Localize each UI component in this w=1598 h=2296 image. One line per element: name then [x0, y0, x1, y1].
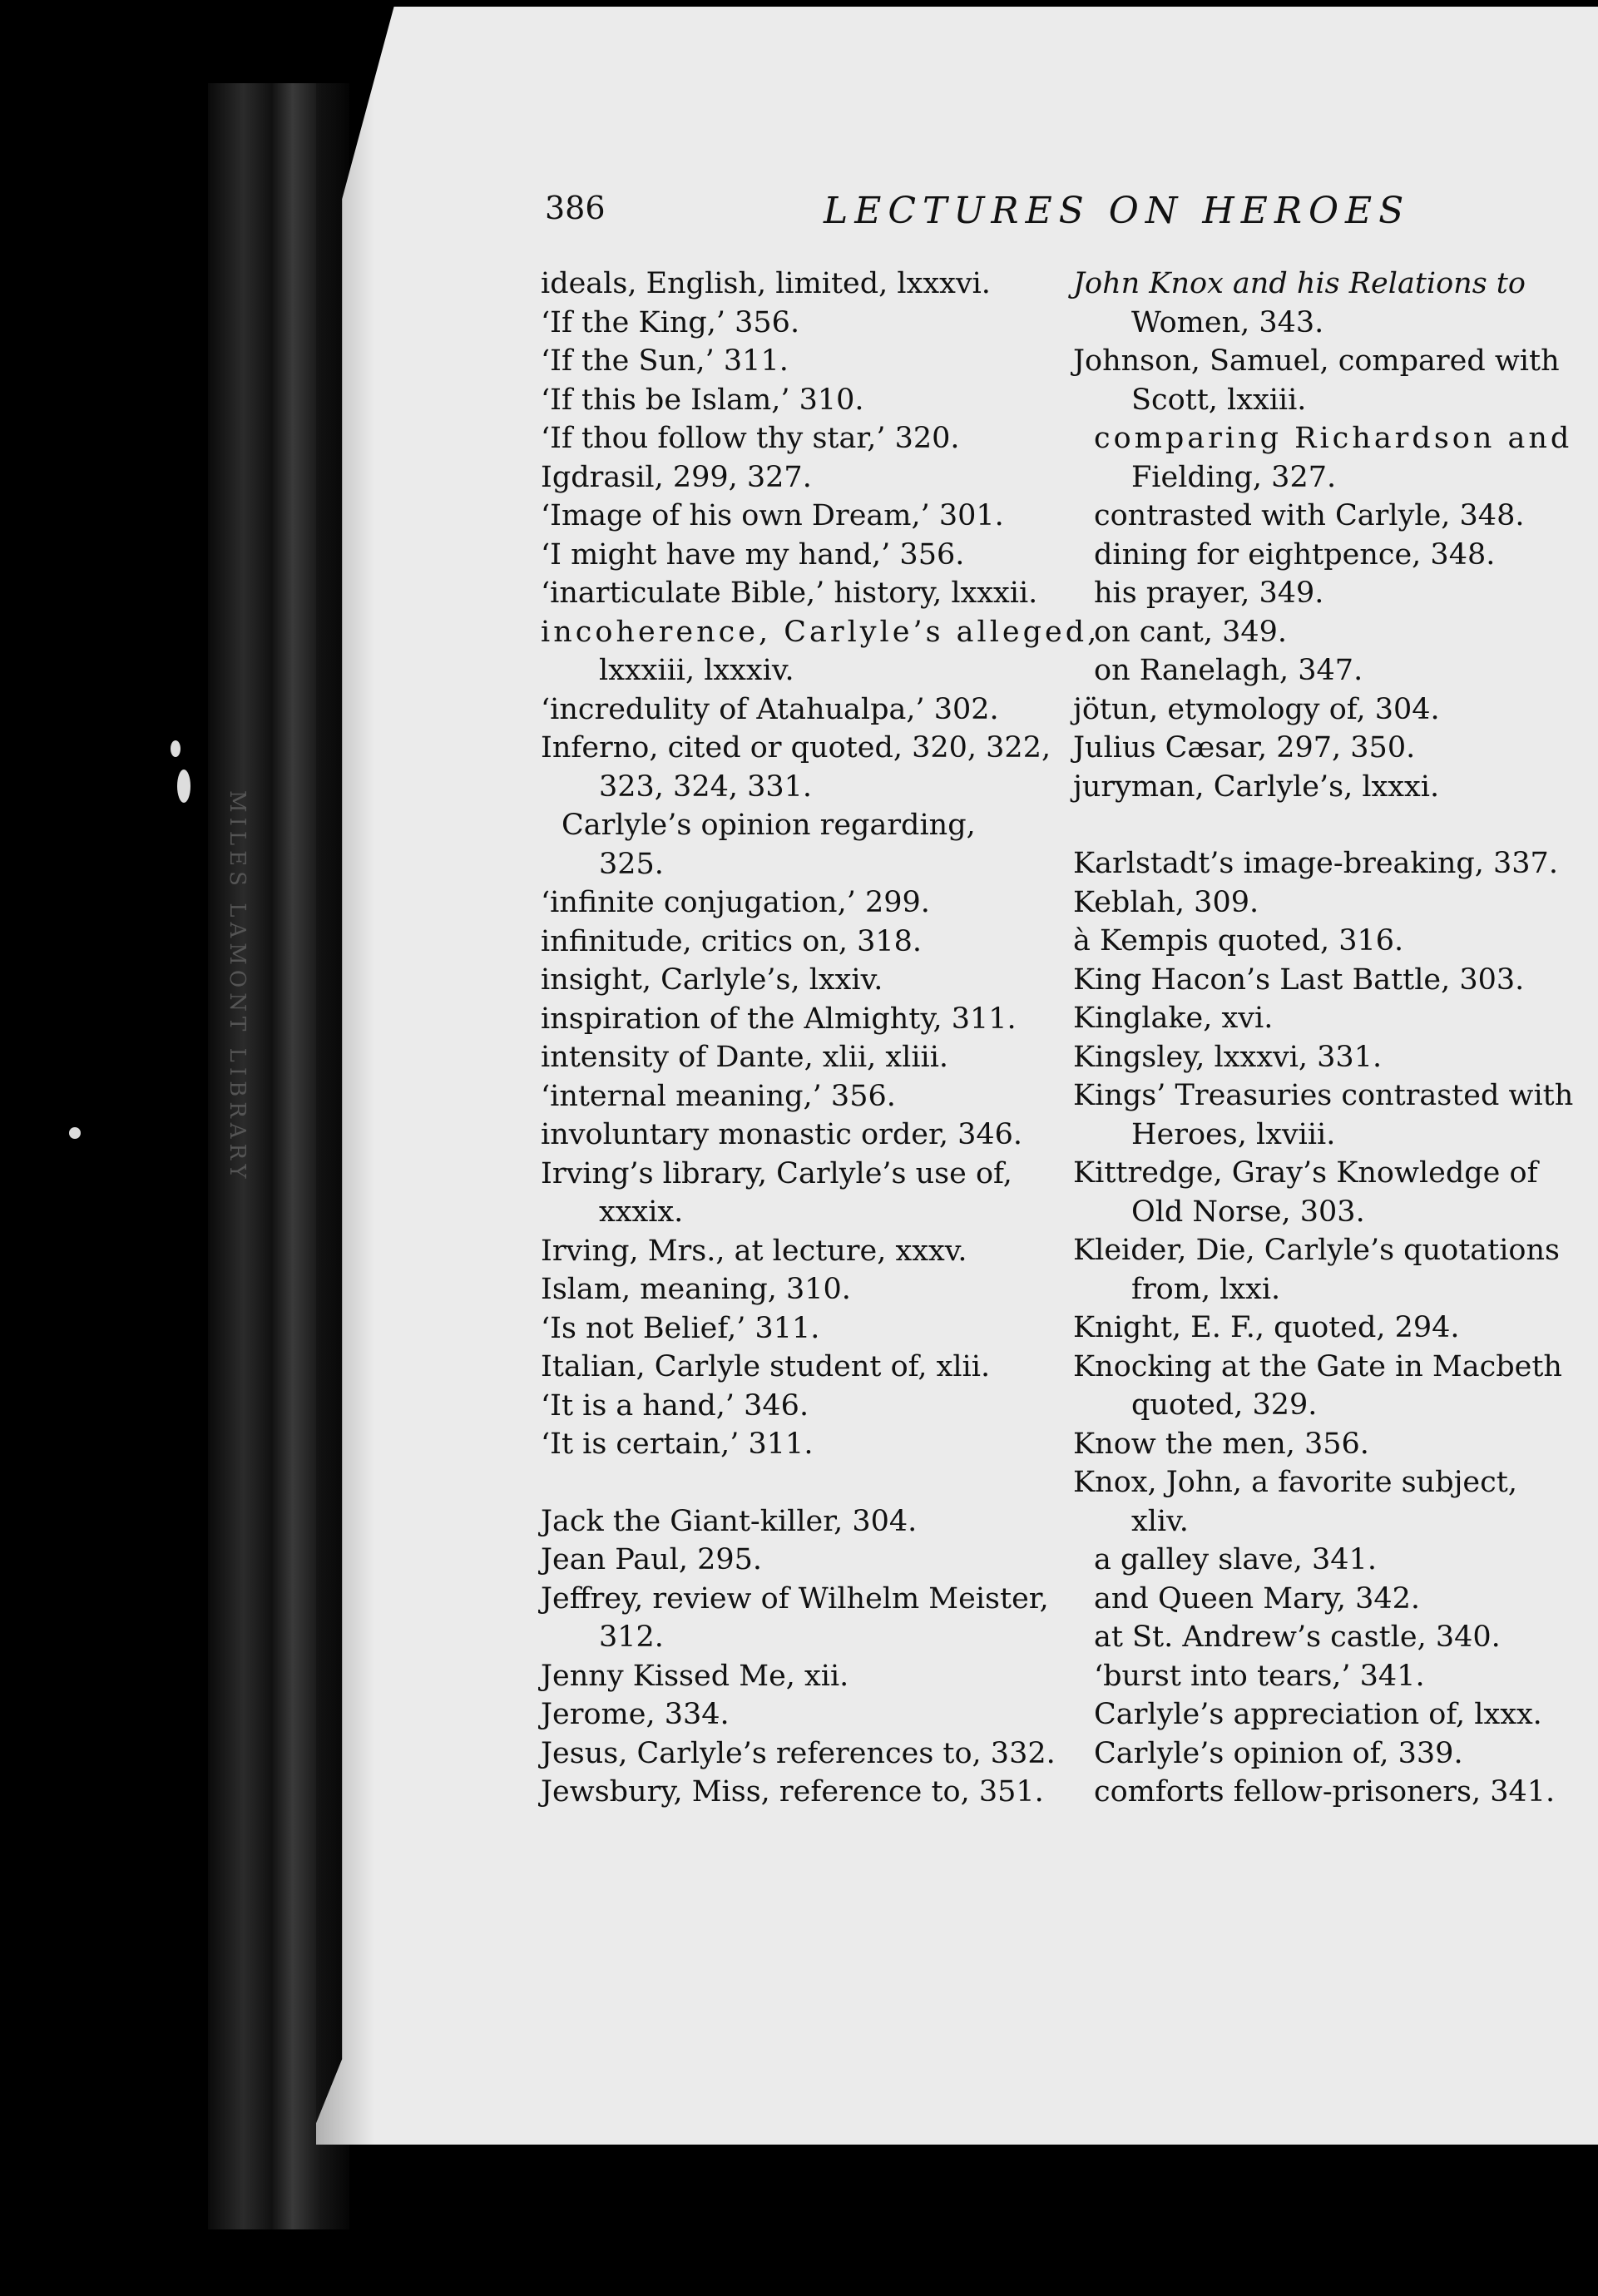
spine-label: MILES LAMONT LIBRARY	[225, 790, 250, 1184]
index-entry: Know the men, 356.	[1073, 1427, 1369, 1461]
index-entry: ‘If this be Islam,’ 310.	[541, 383, 864, 417]
index-entry-continuation: Old Norse, 303.	[1131, 1195, 1365, 1229]
index-entry: Johnson, Samuel, compared with	[1073, 344, 1560, 378]
index-entry: ‘inarticulate Bible,’ history, lxxxii.	[541, 576, 1038, 610]
index-entry-continuation: 325.	[599, 847, 664, 881]
index-subentry: comparing Richardson and	[1094, 422, 1573, 455]
index-entry: ‘If thou follow thy star,’ 320.	[541, 422, 960, 455]
dust-speck	[177, 769, 190, 803]
index-entry: Jesus, Carlyle’s references to, 332.	[541, 1736, 1056, 1770]
index-entry: Keblah, 309.	[1073, 885, 1259, 919]
index-entry: Inferno, cited or quoted, 320, 322,	[541, 731, 1051, 765]
index-entry: infinitude, critics on, 318.	[541, 924, 923, 958]
index-entry: Knight, E. F., quoted, 294.	[1073, 1311, 1460, 1344]
index-entry-continuation: Scott, lxxiii.	[1131, 383, 1307, 417]
index-entry-continuation: xxxix.	[599, 1195, 684, 1229]
index-entry-continuation: quoted, 329.	[1131, 1388, 1318, 1422]
index-entry: Jenny Kissed Me, xii.	[541, 1659, 849, 1693]
index-entry: ‘It is a hand,’ 346.	[541, 1388, 809, 1423]
index-subentry: ‘burst into tears,’ 341.	[1094, 1659, 1425, 1693]
index-entry: ‘Is not Belief,’ 311.	[541, 1311, 820, 1345]
index-subentry: a galley slave, 341.	[1094, 1543, 1377, 1576]
index-entry: King Hacon’s Last Battle, 303.	[1073, 962, 1525, 997]
index-entry: à Kempis quoted, 316.	[1073, 924, 1404, 957]
page-number: 386	[545, 190, 606, 226]
index-column-right	[1073, 265, 1589, 1812]
index-entry: Karlstadt’s image-breaking, 337.	[1073, 847, 1558, 880]
index-subentry: on cant, 349.	[1094, 615, 1287, 649]
index-subentry: his prayer, 349.	[1094, 576, 1324, 610]
index-entry: Jerome, 334.	[541, 1698, 730, 1731]
index-entry-continuation: Women, 343.	[1131, 305, 1324, 339]
index-entry: Irving’s library, Carlyle’s use of,	[541, 1156, 1012, 1190]
index-entry: Jack the Giant-killer, 304.	[541, 1504, 918, 1538]
index-entry: Kinglake, xvi.	[1073, 1002, 1274, 1035]
index-entry: ‘It is certain,’ 311.	[541, 1428, 814, 1461]
index-subentry: comforts fellow-prisoners, 341.	[1094, 1775, 1556, 1809]
index-entry: Jewsbury, Miss, reference to, 351.	[541, 1775, 1044, 1809]
index-entry: juryman, Carlyle’s, lxxxi.	[1073, 769, 1440, 804]
index-subentry: and Queen Mary, 342.	[1094, 1581, 1421, 1616]
index-entry: jötun, etymology of, 304.	[1073, 692, 1440, 726]
index-entry: ‘Image of his own Dream,’ 301.	[541, 499, 1004, 532]
index-subentry: on Ranelagh, 347.	[1094, 654, 1363, 687]
index-subentry: Carlyle’s opinion of, 339.	[1094, 1736, 1463, 1770]
index-entry: insight, Carlyle’s, lxxiv.	[541, 963, 883, 997]
index-entry: ‘I might have my hand,’ 356.	[541, 537, 965, 572]
index-subentry: dining for eightpence, 348.	[1094, 537, 1496, 572]
index-entry: John Knox and his Relations to	[1073, 267, 1526, 300]
index-entry-continuation: 312.	[599, 1621, 664, 1654]
index-entry: Jean Paul, 295.	[541, 1543, 763, 1576]
index-entry: Kings’ Treasuries contrasted with	[1073, 1079, 1574, 1112]
index-entry: ideals, English, limited, lxxxvi.	[541, 267, 991, 300]
index-entry-continuation: Fielding, 327.	[1131, 460, 1337, 494]
index-entry: Knox, John, a favorite subject,	[1073, 1466, 1517, 1499]
index-entry: Jeffrey, review of Wilhelm Meister,	[541, 1581, 1049, 1616]
running-title: LECTURES ON HEROES	[824, 190, 1411, 232]
index-entry: Julius Cæsar, 297, 350.	[1073, 731, 1416, 765]
index-subentry: Carlyle’s opinion regarding,	[562, 809, 976, 842]
index-entry: ‘infinite conjugation,’ 299.	[541, 886, 930, 919]
index-entry: ‘internal meaning,’ 356.	[541, 1079, 896, 1113]
index-entry: inspiration of the Almighty, 311.	[541, 1002, 1017, 1036]
index-entry: Italian, Carlyle student of, xlii.	[541, 1350, 991, 1383]
index-entry: Knocking at the Gate in Macbeth	[1073, 1349, 1562, 1383]
index-entry: intensity of Dante, xlii, xliii.	[541, 1041, 949, 1074]
index-entry: ‘If the King,’ 356.	[541, 305, 800, 339]
dust-speck	[69, 1127, 81, 1139]
index-entry: ‘If the Sun,’ 311.	[541, 344, 789, 378]
index-subentry: Carlyle’s appreciation of, lxxx.	[1094, 1698, 1542, 1731]
index-entry: incoherence, Carlyle’s alleged,	[541, 615, 1101, 649]
page-header	[0, 190, 1598, 240]
index-entry: involuntary monastic order, 346.	[541, 1118, 1023, 1151]
index-entry-continuation: lxxxiii, lxxxiv.	[599, 654, 794, 687]
index-entry: Kleider, Die, Carlyle’s quotations	[1073, 1234, 1560, 1267]
index-subentry: contrasted with Carlyle, 348.	[1094, 499, 1525, 532]
index-entry: Kittredge, Gray’s Knowledge of	[1073, 1156, 1538, 1190]
dust-speck	[171, 740, 181, 757]
index-entry-continuation: xliv.	[1131, 1504, 1189, 1538]
index-entry-continuation: from, lxxi.	[1131, 1272, 1281, 1306]
index-entry: ‘incredulity of Atahualpa,’ 302.	[541, 692, 999, 726]
index-entry: Irving, Mrs., at lecture, xxxv.	[541, 1234, 967, 1268]
index-column-left	[541, 265, 1101, 1812]
index-entry: Igdrasil, 299, 327.	[541, 460, 812, 494]
index-subentry: at St. Andrew’s castle, 340.	[1094, 1621, 1501, 1654]
index-entry-continuation: Heroes, lxviii.	[1131, 1117, 1336, 1151]
page-gutter-shadow	[316, 7, 374, 2145]
index-entry: Kingsley, lxxxvi, 331.	[1073, 1040, 1383, 1074]
index-entry: Islam, meaning, 310.	[541, 1273, 851, 1306]
index-entry-continuation: 323, 324, 331.	[599, 769, 813, 804]
